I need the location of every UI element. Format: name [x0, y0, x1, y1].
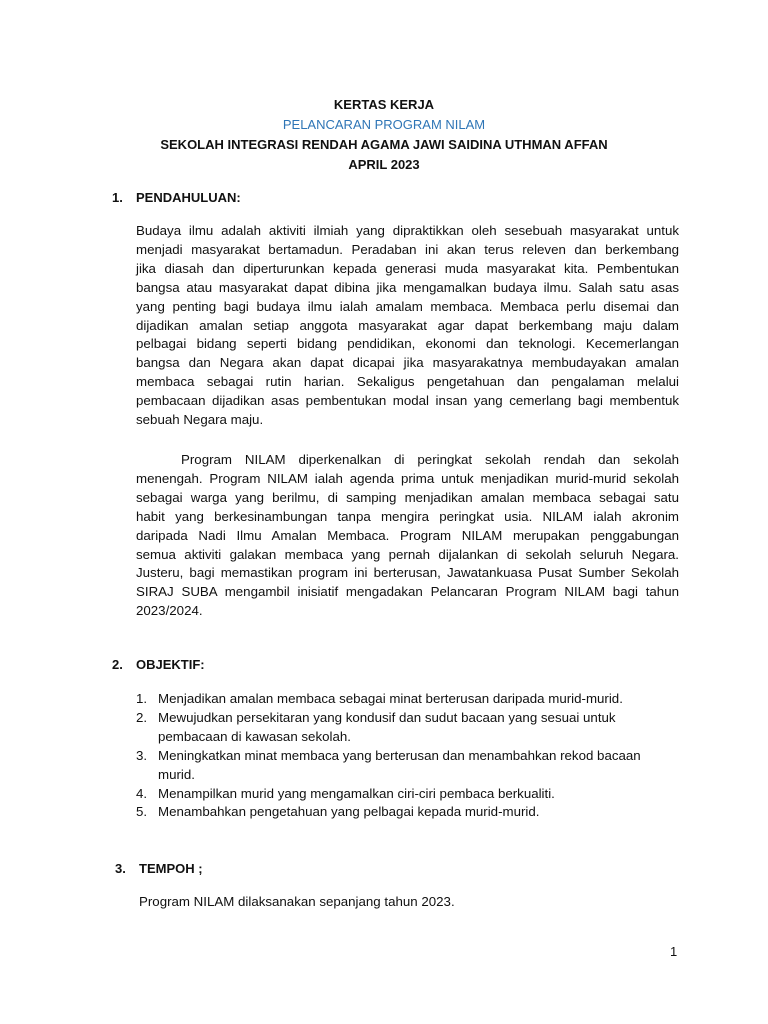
paragraph-line: pembacaan dijadikan asas pembentukan modal insan yang cemerlang bagi membentuk [136, 393, 679, 409]
section-title: OBJEKTIF: [136, 657, 205, 672]
title-block [0, 95, 768, 175]
paragraph-line: semua aktiviti galakan membaca yang pernah dijalankan di sekolah seluruh Negara. [136, 546, 679, 562]
paragraph-line: bangsa atau masyarakat dapat dibina jika mengamalkan budaya ilmu. Salah satu asas [136, 279, 679, 295]
objective-list [136, 690, 696, 822]
document-date: APRIL 2023 [348, 157, 420, 172]
section-heading-pendahuluan [112, 190, 241, 205]
objective-number: 5. [136, 804, 148, 820]
section-number: 2. [112, 657, 123, 672]
paragraph-line: dijadikan amalan setiap anggota masyarakat agar dapat berkembang maju dalam [136, 317, 679, 333]
paragraph-line: 2023/2024. [136, 603, 203, 619]
objective-text: pembacaan di kawasan sekolah. [158, 728, 351, 744]
paragraph-line: Program NILAM diperkenalkan di peringkat sekolah rendah dan sekolah [181, 452, 679, 467]
paragraph-line: daripada Nadi Ilmu Amalan Membaca. Program NILAM merupakan penggabungan [136, 527, 679, 543]
objective-text: Menjadikan amalan membaca sebagai minat berterusan daripada murid-murid. [158, 691, 623, 706]
document-subtitle: PELANCARAN PROGRAM NILAM [282, 117, 486, 132]
section-number: 3. [115, 861, 126, 876]
objective-text: Mewujudkan persekitaran yang kondusif dan sudut bacaan yang sesuai untuk [158, 709, 616, 725]
objective-item [136, 803, 696, 822]
section-number: 1. [112, 190, 123, 205]
objective-number: 2. [136, 709, 148, 725]
objective-number: 4. [136, 785, 148, 801]
paragraph-pendahuluan-1 [136, 222, 679, 430]
paragraph-line: bangsa dan Negara akan dapat dicapai jika masyarakatnya membudayakan amalan [136, 355, 679, 371]
page-number: 1 [670, 944, 678, 959]
paragraph-line: SIRAJ SUBA mengambil inisiatif mengadakan Pelancaran Program NILAM bagi tahun [136, 584, 679, 600]
objective-number: 3. [136, 747, 148, 763]
objective-text: Menampilkan murid yang mengamalkan ciri-ciri pembaca berkualiti. [158, 785, 555, 801]
paragraph-line: membaca sebagai rutin harian. Sekaligus pengetahuan dan pengalaman melalui [136, 374, 679, 390]
section-heading-tempoh [115, 861, 203, 876]
paragraph-line: yang penting bagi budaya ilmu ialah amalam membaca. Membaca perlu disemai dan [136, 298, 679, 314]
tempoh-text: Program NILAM dilaksanakan sepanjang tahun 2023. [139, 894, 455, 909]
objective-text: murid. [158, 766, 195, 782]
objective-item [136, 785, 696, 804]
objective-text: Menambahkan pengetahuan yang pelbagai kepada murid-murid. [158, 804, 540, 820]
paragraph-line: pelbagai bidang seperti bidang pendidikan, ekonomi dan teknologi. Kecemerlangan [136, 336, 679, 352]
paragraph-line: jika diasah dan diperturunkan kepada generasi muda masyarakat kita. Pembentukan [136, 260, 679, 276]
document-title: KERTAS KERJA [333, 97, 435, 112]
objective-text: Meningkatkan minat membaca yang berterusan dan menambahkan rekod bacaan [158, 747, 641, 763]
objective-item [136, 747, 696, 785]
paragraph-line: Budaya ilmu adalah aktiviti ilmiah yang dipraktikkan oleh sesebuah masyarakat untuk [136, 223, 679, 238]
paragraph-line: habit yang berkesinambungan tanpa mengira peringkat usia. NILAM ialah akronim [136, 508, 679, 524]
paragraph-line: Justeru, bagi memastikan program ini berterusan, Jawatankuasa Pusat Sumber Sekolah [136, 565, 679, 581]
school-name: SEKOLAH INTEGRASI RENDAH AGAMA JAWI SAIDINA UTHMAN AFFAN [160, 137, 608, 152]
paragraph-pendahuluan-2 [136, 451, 679, 621]
objective-item [136, 709, 696, 747]
paragraph-line: sebuah Negara maju. [136, 412, 264, 428]
paragraph-line: menjadi masyarakat bertamadun. Peradaban ini akan terus releven dan berkembang [136, 241, 679, 257]
objective-item [136, 690, 696, 709]
paragraph-line: menengah. Program NILAM ialah agenda prima untuk menjadikan murid-murid sekolah [136, 470, 679, 486]
objective-number: 1. [136, 691, 148, 706]
section-title: PENDAHULUAN: [136, 190, 241, 205]
paragraph-line: sebagai warga yang berilmu, di samping menjadikan amalan membaca sebagai satu [136, 489, 679, 505]
section-heading-objektif [112, 657, 205, 672]
section-title: TEMPOH ; [139, 861, 203, 876]
